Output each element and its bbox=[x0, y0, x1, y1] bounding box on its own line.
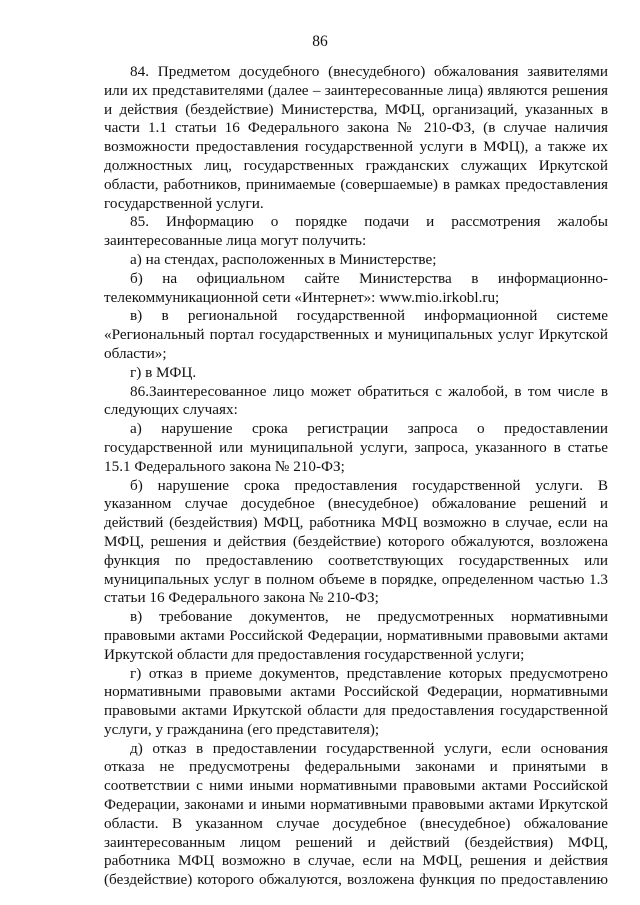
text-line: б) на официальном сайте Министерства в информационно- bbox=[130, 269, 608, 287]
text-line: правовыми актами Российской Федерации, нормативными правовыми актами bbox=[104, 627, 608, 644]
text-line: телекоммуникационной сети «Интернет»: www.mio.irkobl.ru; bbox=[104, 288, 500, 306]
text-line: «Региональный портал государственных и муниципальных услуг Иркутской bbox=[104, 326, 608, 344]
text-line: 85. Информацию о порядке подачи и рассмотрения жалобы bbox=[130, 213, 608, 231]
text-line: (бездействие) которого обжалуются, возложена функция по предоставлению bbox=[104, 871, 608, 889]
text-line: г) в МФЦ. bbox=[130, 363, 197, 381]
text-line: нормативными правовыми актами Российской Федерации, нормативными bbox=[104, 683, 608, 701]
text-line: муниципальных услуг в полном объеме в порядке, определенном частью 1.3 bbox=[104, 570, 608, 588]
text-line: Федерации, законами и иными нормативными правовыми актами Иркутской bbox=[104, 796, 608, 814]
text-line: услуги, у гражданина (его представителя); bbox=[104, 720, 380, 738]
text-line: в) требование документов, не предусмотренных нормативными bbox=[130, 608, 608, 626]
text-line: а) на стендах, расположенных в Министерстве; bbox=[130, 250, 437, 268]
text-line: части 1.1 статьи 16 Федерального закона № 210-ФЗ, (в случае наличия bbox=[104, 119, 608, 137]
text-line: работника МФЦ возможно в случае, если на МФЦ, решения и действия bbox=[104, 852, 608, 870]
text-line: государственной или муниципальной услуги, запроса, указанного в статье bbox=[104, 438, 608, 456]
text-line: следующих случаях: bbox=[104, 401, 238, 419]
text-line: соответствии с ними иными нормативными правовыми актами Российской bbox=[104, 777, 608, 795]
text-line: статьи 16 Федерального закона № 210-ФЗ; bbox=[104, 589, 379, 607]
text-line: заинтересованным лицом решений и действий (бездействия) МФЦ, bbox=[104, 833, 608, 851]
text-line: и действия (бездействие) Министерства, МФЦ, организаций, указанных в bbox=[104, 100, 608, 118]
text-line: 86.Заинтересованное лицо может обратиться с жалобой, в том числе в bbox=[130, 382, 608, 400]
text-line: функция по предоставлению соответствующих государственных или bbox=[104, 551, 608, 569]
page-number: 86 bbox=[312, 33, 328, 50]
text-line: или их представителями (далее – заинтересованные лица) являются решения bbox=[104, 81, 608, 99]
text-line: возможности предоставления государственной услуги в МФЦ), а также их bbox=[104, 138, 608, 156]
text-line: б) нарушение срока предоставления государственной услуги. В bbox=[130, 476, 608, 494]
text-line: действий (бездействия) МФЦ, работника МФЦ возможно в случае, если на bbox=[104, 514, 608, 532]
text-line: области, работников, принимаемые (совершаемые) в рамках предоставления bbox=[104, 175, 608, 193]
text-line: г) отказ в приеме документов, представление которых предусмотрено bbox=[130, 664, 608, 682]
text-line: заинтересованные лица могут получить: bbox=[104, 232, 367, 250]
text-line: МФЦ, решения и действия (бездействие) которого обжалуются, возложена bbox=[104, 532, 608, 550]
text-line: а) нарушение срока регистрации запроса о предоставлении bbox=[130, 420, 608, 438]
text-line: государственной услуги. bbox=[104, 194, 264, 212]
text-line: в) в региональной государственной информационной системе bbox=[130, 307, 608, 325]
text-line: 84. Предметом досудебного (внесудебного) обжалования заявителями bbox=[130, 63, 608, 80]
text-line: правовыми актами Иркутской области для предоставления государственной bbox=[104, 702, 608, 720]
text-line: Иркутской области для предоставления государственной услуги; bbox=[104, 645, 525, 663]
text-line: области»; bbox=[104, 344, 167, 362]
text-line: д) отказ в предоставлении государственной услуги, если основания bbox=[130, 739, 608, 757]
body-text bbox=[104, 63, 608, 890]
text-line: указанном случае досудебное (внесудебное) обжалование решений и bbox=[104, 495, 608, 513]
text-line: отказа не предусмотрены федеральными законами и принятыми в bbox=[104, 758, 608, 776]
text-line: 15.1 Федерального закона № 210-ФЗ; bbox=[104, 457, 345, 475]
text-line: должностных лиц, государственных гражданских служащих Иркутской bbox=[104, 156, 608, 174]
text-line: области. В указанном случае досудебное (внесудебное) обжалование bbox=[104, 814, 608, 832]
